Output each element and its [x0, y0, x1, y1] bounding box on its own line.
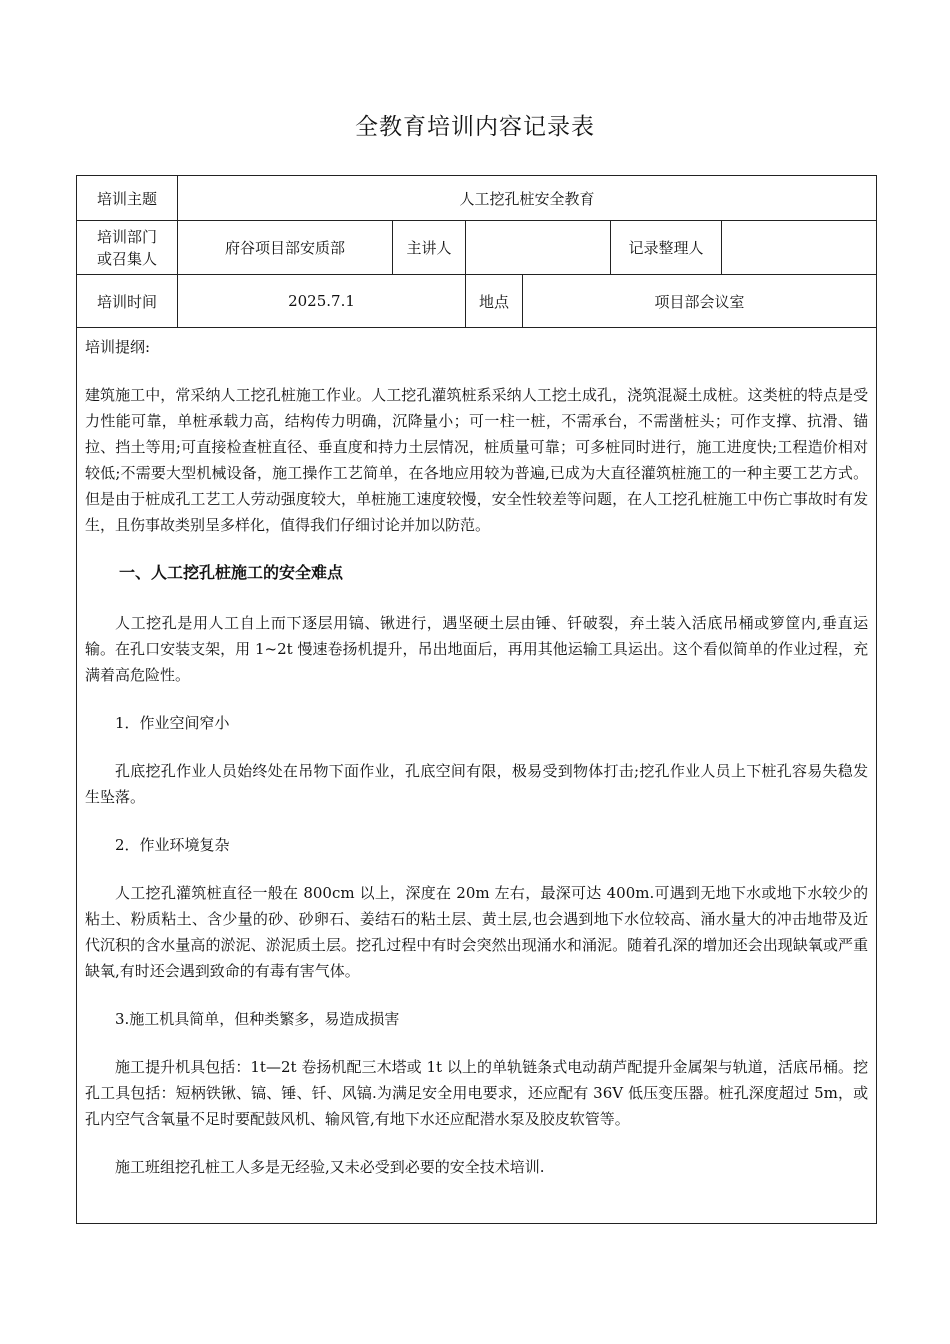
section1-intro: 人工挖孔是用人工自上而下逐层用镐、锹进行，遇坚硬土层由锤、钎破裂，弃土装入活底吊桶或箩筐内,垂直运输。在孔口安装支架，用 1~2t 慢速卷扬机提升，吊出地面后，再用其他运输工具运出。这个看似简单的作业过程，充满着高危险性。 — [85, 614, 869, 684]
training-record-table — [76, 175, 877, 1224]
speaker-value — [466, 221, 611, 275]
item2-text: 人工挖孔灌筑桩直径一般在 800cm 以上，深度在 20m 左右，最深可达 400m.可遇到无地下水或地下水较少的粘土、粉质粘土、含少量的砂、砂卵石、姜结石的粘土层、黄土层,也会遇到地下水位较高、涌水量大的冲击地带及近代沉积的含水量高的淤泥、淤泥质土层。挖孔过程中有时会突然出现涌水和涌泥。随着孔深的增加还会出现缺氧或严重缺氧,有时还会遇到致命的有毒有害气体。 — [85, 884, 869, 980]
recorder-label: 记录整理人 — [611, 221, 722, 275]
outline-label: 培训提纲: — [85, 338, 151, 356]
time-label: 培训时间 — [77, 275, 178, 328]
topic-value: 人工挖孔桩安全教育 — [178, 176, 877, 221]
recorder-value — [722, 221, 877, 275]
place-value: 项目部会议室 — [523, 275, 877, 328]
content-cell — [77, 328, 877, 1224]
item2-title: 2．作业环境复杂 — [115, 836, 230, 854]
speaker-label: 主讲人 — [393, 221, 466, 275]
last-paragraph: 施工班组挖孔桩工人多是无经验,又未必受到必要的安全技术培训. — [115, 1158, 545, 1176]
item1-text: 孔底挖孔作业人员始终处在吊物下面作业，孔底空间有限，极易受到物体打击;挖孔作业人员上下桩孔容易失稳发生坠落。 — [85, 762, 869, 806]
item1-title: 1．作业空间窄小 — [115, 714, 230, 732]
dept-value: 府谷项目部安质部 — [178, 221, 393, 275]
intro-paragraph: 建筑施工中，常采纳人工挖孔桩施工作业。人工挖孔灌筑桩系采纳人工挖土成孔，浇筑混凝土成桩。这类桩的特点是受力性能可靠，单桩承载力高，结构传力明确，沉降量小；可一柱一桩，不需承台，不需凿桩头；可作支撑、抗滑、锚拉、挡土等用;可直接检查桩直径、垂直度和持力土层情况，桩质量可靠；可多桩同时进行，施工进度快;工程造价相对较低;不需要大型机械设备，施工操作工艺简单，在各地应用较为普遍,已成为大直径灌筑桩施工的一种主要工艺方式。但是由于桩成孔工艺工人劳动强度较大，单桩施工速度较慢，安全性较差等问题，在人工挖孔桩施工中伤亡事故时有发生，且伤事故类别呈多样化，值得我们仔细讨论并加以防范。 — [85, 386, 869, 534]
time-value: 2025.7.1 — [178, 275, 466, 328]
dept-label — [77, 221, 178, 275]
dept-label-line2: 或召集人 — [96, 249, 157, 268]
topic-label: 培训主题 — [77, 176, 178, 221]
place-label: 地点 — [466, 275, 523, 328]
section1-heading: 一、人工挖孔桩施工的安全难点 — [119, 563, 344, 582]
dept-label-line1: 培训部门 — [96, 227, 157, 246]
page-title: 全教育培训内容记录表 — [355, 114, 595, 140]
item3-title: 3.施工机具简单，但种类繁多，易造成损害 — [115, 1010, 400, 1028]
item3-text: 施工提升机具包括：1t—2t 卷扬机配三木塔或 1t 以上的单轨链条式电动葫芦配提升金属架与轨道，活底吊桶。挖孔工具包括：短柄铁锹、镐、锤、钎、风镐.为满足安全用电要求，还应配有 36V 低压变压器。桩孔深度超过 5m，或孔内空气含氧量不足时要配鼓风机、输风管,有地下水还应配潜水泵及胶皮软管等。 — [85, 1058, 869, 1128]
